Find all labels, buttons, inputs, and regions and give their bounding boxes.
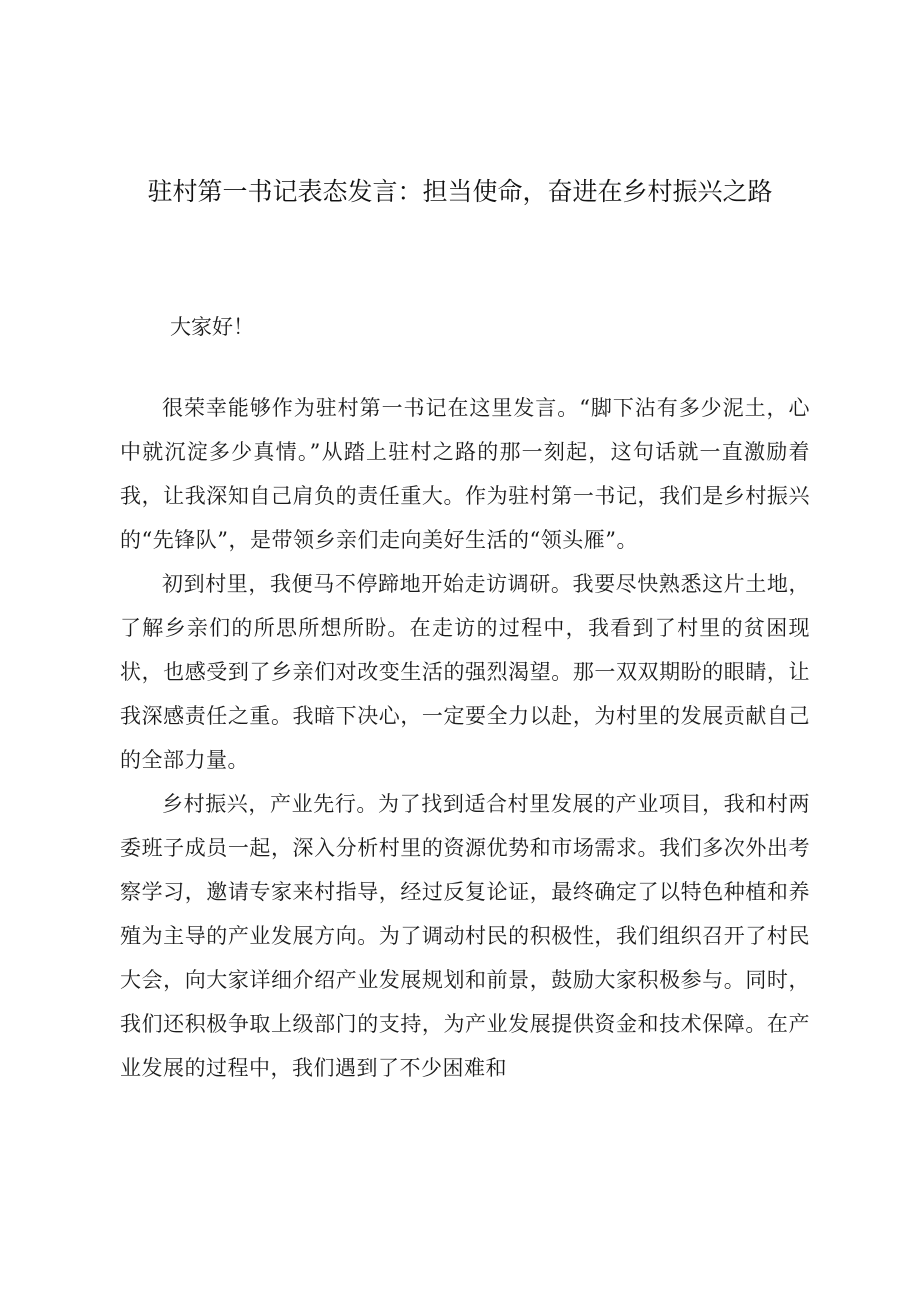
greeting: 大家好！: [170, 315, 254, 339]
paragraph: 乡村振兴，产业先行。为了找到适合村里发展的产业项目，我和村两委班子成员一起，深入分析村里的资源优势和市场需求。我们多次外出考察学习，邀请专家来村指导，经过反复论证，最终确定了以特色种植和养殖为主导的产业发展方向。为了调动村民的积极性，我们组织召开了村民大会，向大家详细介绍产业发展规划和前景，鼓励大家积极参与。同时，我们还积极争取上级部门的支持，为产业发展提供资金和技术保障。在产业发展的过程中，我们遇到了不少困难和: [120, 792, 810, 1080]
document-body: [120, 386, 810, 1090]
paragraph: 初到村里，我便马不停蹄地开始走访调研。我要尽快熟悉这片土地，了解乡亲们的所思所想所盼。在走访的过程中，我看到了村里的贫困现状，也感受到了乡亲们对改变生活的强烈渴望。那一双双期盼的眼睛，让我深感责任之重。我暗下决心，一定要全力以赴，为村里的发展贡献自己的全部力量。: [120, 572, 810, 772]
document-title: 驻村第一书记表态发言：担当使命，奋进在乡村振兴之路: [147, 177, 773, 206]
paragraph: 很荣幸能够作为驻村第一书记在这里发言。“脚下沾有多少泥土，心中就沉淀多少真情。”从踏上驻村之路的那一刻起，这句话就一直激励着我，让我深知自己肩负的责任重大。作为驻村第一书记，我们是乡村振兴的“先锋队”，是带领乡亲们走向美好生活的“领头雁”。: [120, 396, 810, 552]
